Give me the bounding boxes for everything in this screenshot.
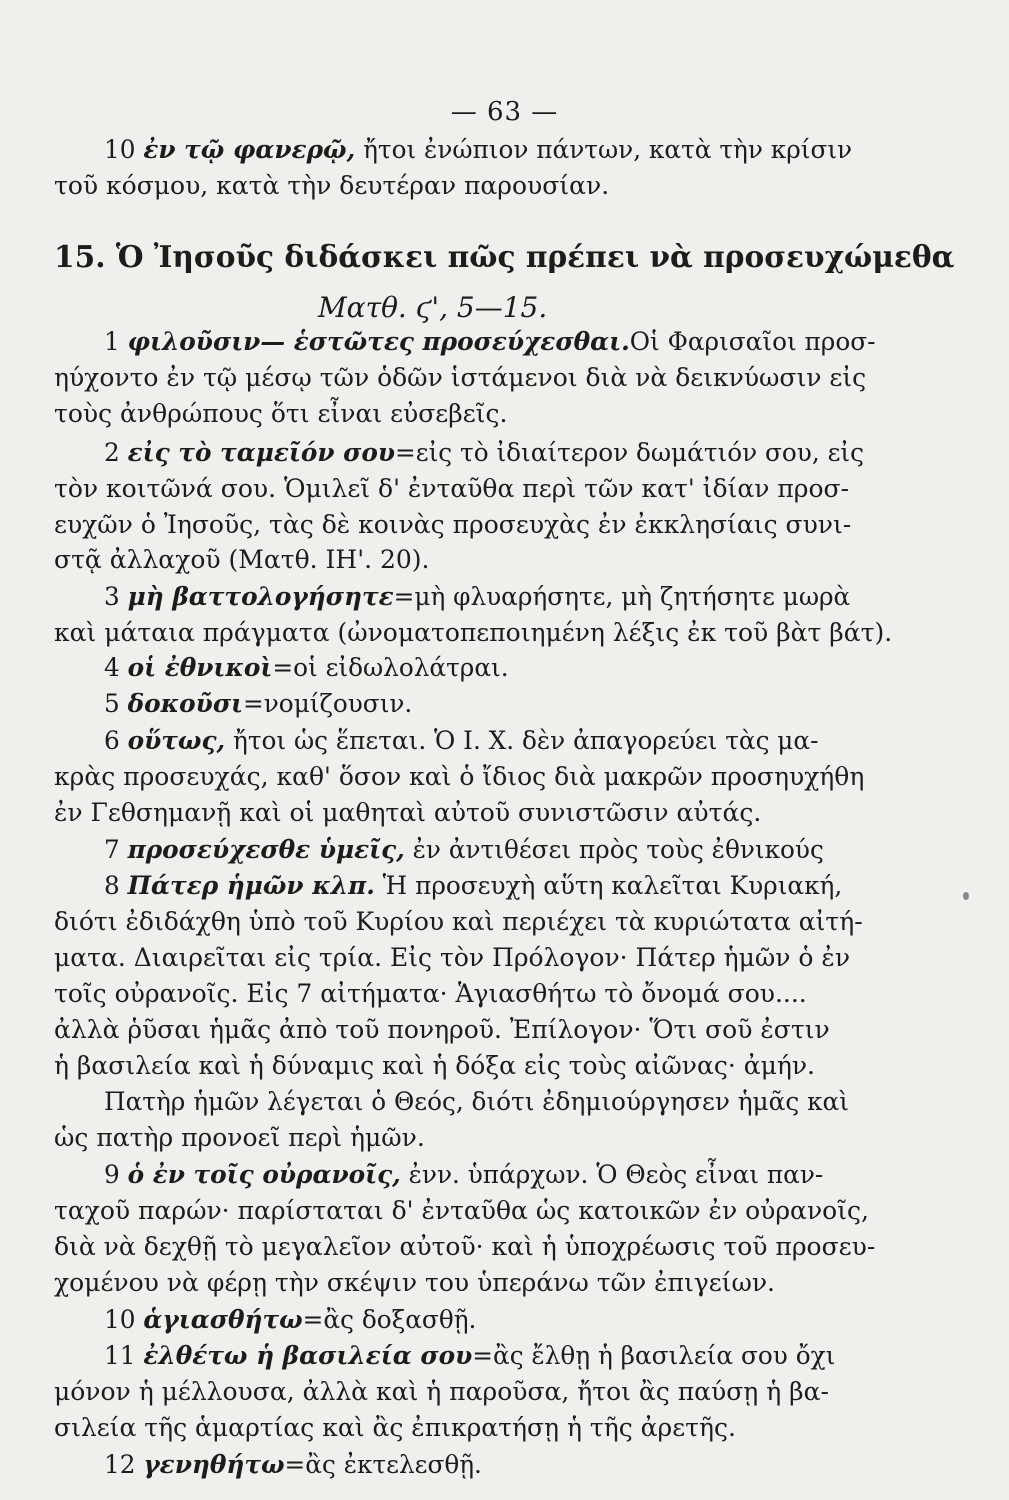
term-italic: εἰς τὸ ταμεῖόν σου [127, 438, 396, 467]
term-italic: Πάτερ ἡμῶν κλπ. [127, 871, 375, 900]
line-text: 11 [104, 1341, 144, 1370]
text-line [104, 1087, 955, 1117]
text-line [54, 363, 914, 393]
line-text: Ἡ προσευχὴ αὕτη καλεῖται Κυριακή, [374, 871, 843, 900]
line-text: σιλεία τῆς ἁμαρτίας καὶ ἂς ἐπικρατήσῃ ἡ τῆς ἀρετῆς. [54, 1413, 736, 1442]
text-line [104, 1341, 955, 1371]
text-line [54, 618, 914, 648]
text-line [54, 979, 914, 1009]
line-text: 6 [104, 726, 128, 755]
text-line [54, 1196, 914, 1226]
text-line [54, 798, 914, 828]
line-text: ὡς πατὴρ προνοεῖ περὶ ἡμῶν. [54, 1123, 425, 1152]
line-text: ἤτοι ὡς ἕπεται. Ὁ Ι. Χ. δὲν ἀπαγορεύει τὰς μα- [225, 726, 819, 755]
section-heading: 15. Ὁ Ἰησοῦς διδάσκει πῶς πρέπει νὰ προσευχώμεθα [54, 240, 955, 275]
line-text: διότι ἐδιδάχθη ὑπὸ τοῦ Κυρίου καὶ περιέχει τὰ κυριώτατα αἰτή- [54, 907, 863, 936]
line-text: κρὰς προσευχάς, καθ' ὅσον καὶ ὁ ἴδιος διὰ μακρῶν προσηυχήθη [54, 762, 865, 791]
line-text: ἐνν. ὑπάρχων. Ὁ Θεὸς εἶναι παν- [400, 1160, 824, 1189]
text-line [104, 689, 955, 719]
line-text: ηύχοντο ἐν τῷ μέσῳ τῶν ὁδῶν ἱστάμενοι διὰ νὰ δεικνύωσιν εἰς [54, 363, 867, 392]
text-line [104, 653, 955, 683]
term-italic: γενηθήτω [143, 1450, 285, 1479]
page-speck [963, 892, 969, 900]
term-italic: μὴ βαττολογήσητε [127, 582, 394, 611]
line-text: τὸν κοιτῶνά σου. Ὁμιλεῖ δ' ἐνταῦθα περὶ τῶν κατ' ἰδίαν προσ- [54, 474, 850, 503]
line-text: =μὴ φλυαρήσητε, μὴ ζητήσητε μωρὰ [393, 582, 851, 611]
text-line [104, 1450, 955, 1480]
line-text: διὰ νὰ δεχθῇ τὸ μεγαλεῖον αὐτοῦ· καὶ ἡ ὑποχρέωσις τοῦ προσευ- [54, 1232, 876, 1261]
term-italic: ἐλθέτω ἡ βασιλεία σου [143, 1341, 473, 1370]
line-text: ταχοῦ παρών· παρίσταται δ' ἐνταῦθα ὡς κατοικῶν ἐν οὐρανοῖς, [54, 1196, 869, 1225]
text-line [54, 510, 914, 540]
line-text: χομένου νὰ φέρῃ τὴν σκέψιν του ὑπεράνω τῶν ἐπιγείων. [54, 1268, 775, 1297]
text-line [54, 171, 914, 201]
line-text: ἐν ἀντιθέσει πρὸς τοὺς ἐθνικούς [404, 835, 824, 864]
text-line [104, 1160, 955, 1190]
line-text: 10 [104, 1305, 144, 1334]
line-text: 1 [104, 327, 128, 356]
text-line [54, 1268, 914, 1298]
text-line [54, 762, 914, 792]
line-text: τοῦ κόσμου, κατὰ τὴν δευτέραν παρουσίαν. [54, 171, 610, 200]
scripture-reference: Ματθ. ϛ', 5—15. [318, 291, 548, 324]
term-italic: προσεύχεσθε ὑμεῖς, [127, 835, 405, 864]
term-italic: ἐν τῷ φανερῷ, [143, 135, 356, 164]
text-line [54, 1377, 914, 1407]
text-line [104, 135, 955, 165]
line-text: τοὺς ἀνθρώπους ὅτι εἶναι εὐσεβεῖς. [54, 399, 508, 428]
line-text: =ἂς ἐκτελεσθῇ. [284, 1450, 482, 1479]
text-line [104, 835, 955, 865]
text-line [54, 474, 914, 504]
text-line [104, 1305, 955, 1335]
line-text: 12 [104, 1450, 144, 1479]
text-line [104, 726, 955, 756]
text-line [54, 907, 914, 937]
line-text: Οἱ Φαρισαῖοι προσ- [629, 327, 876, 356]
line-text: =οἱ εἰδωλολάτραι. [272, 653, 509, 682]
line-text: 4 [104, 653, 128, 682]
line-text: τοῖς οὐρανοῖς. Εἰς 7 αἰτήματα· Ἁγιασθήτω τὸ ὄνομά σου.... [54, 979, 807, 1008]
term-italic: οἱ ἐθνικοὶ [127, 653, 273, 682]
line-text: 9 [104, 1160, 128, 1189]
line-text: 2 [104, 438, 128, 467]
line-text: =εἰς τὸ ἰδιαίτερον δωμάτιόν σου, εἰς [395, 438, 864, 467]
line-text: =ἂς δοξασθῇ. [302, 1305, 477, 1334]
line-text: ἀλλὰ ῥῦσαι ἡμᾶς ἀπὸ τοῦ πονηροῦ. Ἐπίλογον· Ὅτι σοῦ ἐστιν [54, 1015, 830, 1044]
text-line [54, 545, 914, 575]
line-text: καὶ μάταια πράγματα (ὠνοματοπεποιημένη λέξις ἐκ τοῦ βὰτ βάτ). [54, 618, 893, 647]
text-line [54, 1232, 914, 1262]
text-line [104, 871, 955, 901]
text-line [54, 1123, 914, 1153]
term-italic: ἁγιασθήτω [143, 1305, 303, 1334]
line-text: ἐν Γεθσημανῇ καὶ οἱ μαθηταὶ αὐτοῦ συνιστῶσιν αὐτάς. [54, 798, 762, 827]
line-text: στᾷ ἀλλαχοῦ (Ματθ. ΙΗ'. 20). [54, 545, 430, 574]
line-text: ἤτοι ἐνώπιον πάντων, κατὰ τὴν κρίσιν [355, 135, 853, 164]
text-line [54, 1413, 914, 1443]
line-text: Πατὴρ ἡμῶν λέγεται ὁ Θεός, διότι ἐδημιούργησεν ἡμᾶς καὶ [104, 1087, 849, 1116]
line-text: =ἂς ἔλθῃ ἡ βασιλεία σου ὄχι [472, 1341, 836, 1370]
text-line [54, 1051, 914, 1081]
text-line [54, 1015, 914, 1045]
term-italic: φιλοῦσιν— ἑστῶτες προσεύχεσθαι. [127, 327, 630, 356]
line-text: ματα. Διαιρεῖται εἰς τρία. Εἰς τὸν Πρόλογον· Πάτερ ἡμῶν ὁ ἐν [54, 943, 851, 972]
line-text: =νομίζουσιν. [243, 689, 413, 718]
line-text: 3 [104, 582, 128, 611]
term-italic: ὁ ἐν τοῖς οὐρανοῖς, [127, 1160, 401, 1189]
term-italic: δοκοῦσι [127, 689, 244, 718]
term-italic: οὕτως, [127, 726, 226, 755]
text-line [104, 438, 955, 468]
line-text: 7 [104, 835, 128, 864]
line-text: μόνον ἡ μέλλουσα, ἀλλὰ καὶ ἡ παροῦσα, ἤτοι ἂς παύσῃ ἡ βα- [54, 1377, 829, 1406]
line-text: ευχῶν ὁ Ἰησοῦς, τὰς δὲ κοινὰς προσευχὰς ἐν ἐκκλησίαις συνι- [54, 510, 852, 539]
line-text: 5 [104, 689, 128, 718]
page-number: — 63 — [450, 97, 559, 127]
text-line [54, 943, 914, 973]
text-line [104, 327, 955, 357]
text-line [104, 582, 955, 612]
line-text: ἡ βασιλεία καὶ ἡ δύναμις καὶ ἡ δόξα εἰς τοὺς αἰῶνας· ἀμήν. [54, 1051, 815, 1080]
line-text: 10 [104, 135, 144, 164]
line-text: 8 [104, 871, 128, 900]
text-line [54, 399, 914, 429]
